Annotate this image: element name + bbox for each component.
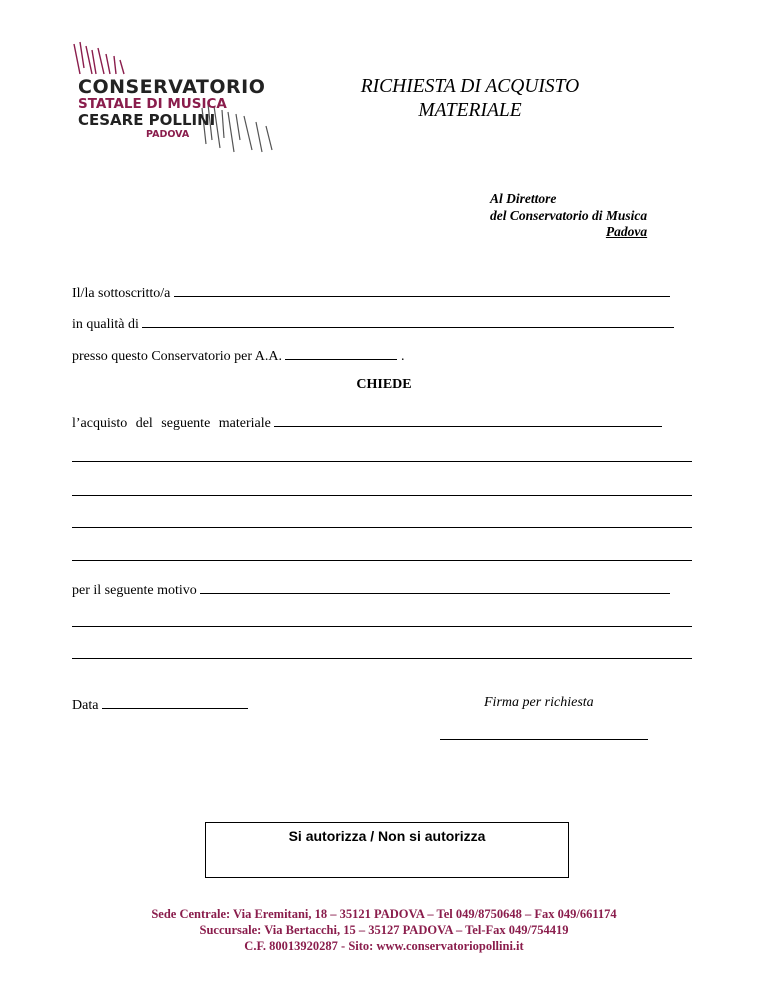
sottoscritto-row bbox=[72, 283, 670, 303]
materiale-line-1[interactable] bbox=[72, 461, 692, 462]
footer-contacts bbox=[0, 906, 768, 954]
title-line-1: RICHIESTA DI ACQUISTO bbox=[360, 76, 580, 97]
firma-label: Firma per richiesta bbox=[484, 695, 594, 710]
addressee-line-1: Al Direttore bbox=[490, 191, 557, 206]
logo-word-conservatorio: CONSERVATORIO bbox=[78, 76, 266, 98]
acquisto-label: l’acquisto del seguente materiale bbox=[72, 416, 271, 431]
presso-end: . bbox=[400, 349, 405, 364]
title-line-2: MATERIALE bbox=[418, 100, 522, 121]
authorization-label: Si autorizza / Non si autorizza bbox=[288, 828, 486, 844]
motivo-line-2[interactable] bbox=[72, 658, 692, 659]
qualita-field[interactable] bbox=[142, 314, 674, 328]
data-label: Data bbox=[72, 698, 99, 713]
materiale-line-4[interactable] bbox=[72, 560, 692, 561]
data-field[interactable] bbox=[102, 695, 248, 709]
motivo-label: per il seguente motivo bbox=[72, 583, 197, 598]
anno-accademico-field[interactable] bbox=[285, 346, 397, 360]
conservatorio-logo bbox=[72, 40, 282, 160]
sottoscritto-field[interactable] bbox=[174, 283, 670, 297]
motivo-line-1[interactable] bbox=[72, 626, 692, 627]
qualita-row bbox=[72, 314, 674, 334]
logo-word-statale: STATALE DI MUSICA bbox=[78, 96, 227, 112]
presso-label: presso questo Conservatorio per A.A. bbox=[72, 349, 282, 364]
motivo-row bbox=[72, 580, 670, 600]
acquisto-field[interactable] bbox=[274, 413, 662, 427]
addressee-line-2: del Conservatorio di Musica bbox=[490, 207, 648, 223]
addressee-line-3: Padova bbox=[605, 224, 648, 239]
addressee-block bbox=[490, 191, 647, 241]
presso-row bbox=[72, 346, 404, 366]
materiale-line-2[interactable] bbox=[72, 495, 692, 496]
qualita-label: in qualità di bbox=[72, 317, 139, 332]
document-title bbox=[300, 75, 640, 123]
footer-line-1: Sede Centrale: Via Eremitani, 18 – 35121 PADOVA – Tel 049/8750648 – Fax 049/661174 bbox=[151, 907, 617, 921]
firma-field[interactable] bbox=[440, 739, 648, 740]
acquisto-row bbox=[72, 413, 662, 433]
authorization-box[interactable] bbox=[205, 822, 569, 878]
footer-line-3: C.F. 80013920287 - Sito: www.conservatoriopollini.it bbox=[244, 939, 524, 953]
logo-word-padova: PADOVA bbox=[146, 129, 190, 140]
materiale-line-3[interactable] bbox=[72, 527, 692, 528]
logo-word-pollini: CESARE POLLINI bbox=[78, 111, 216, 129]
footer-line-2: Succursale: Via Bertacchi, 15 – 35127 PADOVA – Tel-Fax 049/754419 bbox=[199, 923, 569, 937]
sottoscritto-label: Il/la sottoscritto/a bbox=[72, 286, 171, 301]
data-row bbox=[72, 695, 248, 715]
motivo-field[interactable] bbox=[200, 580, 670, 594]
chiede-heading: CHIEDE bbox=[356, 377, 412, 392]
